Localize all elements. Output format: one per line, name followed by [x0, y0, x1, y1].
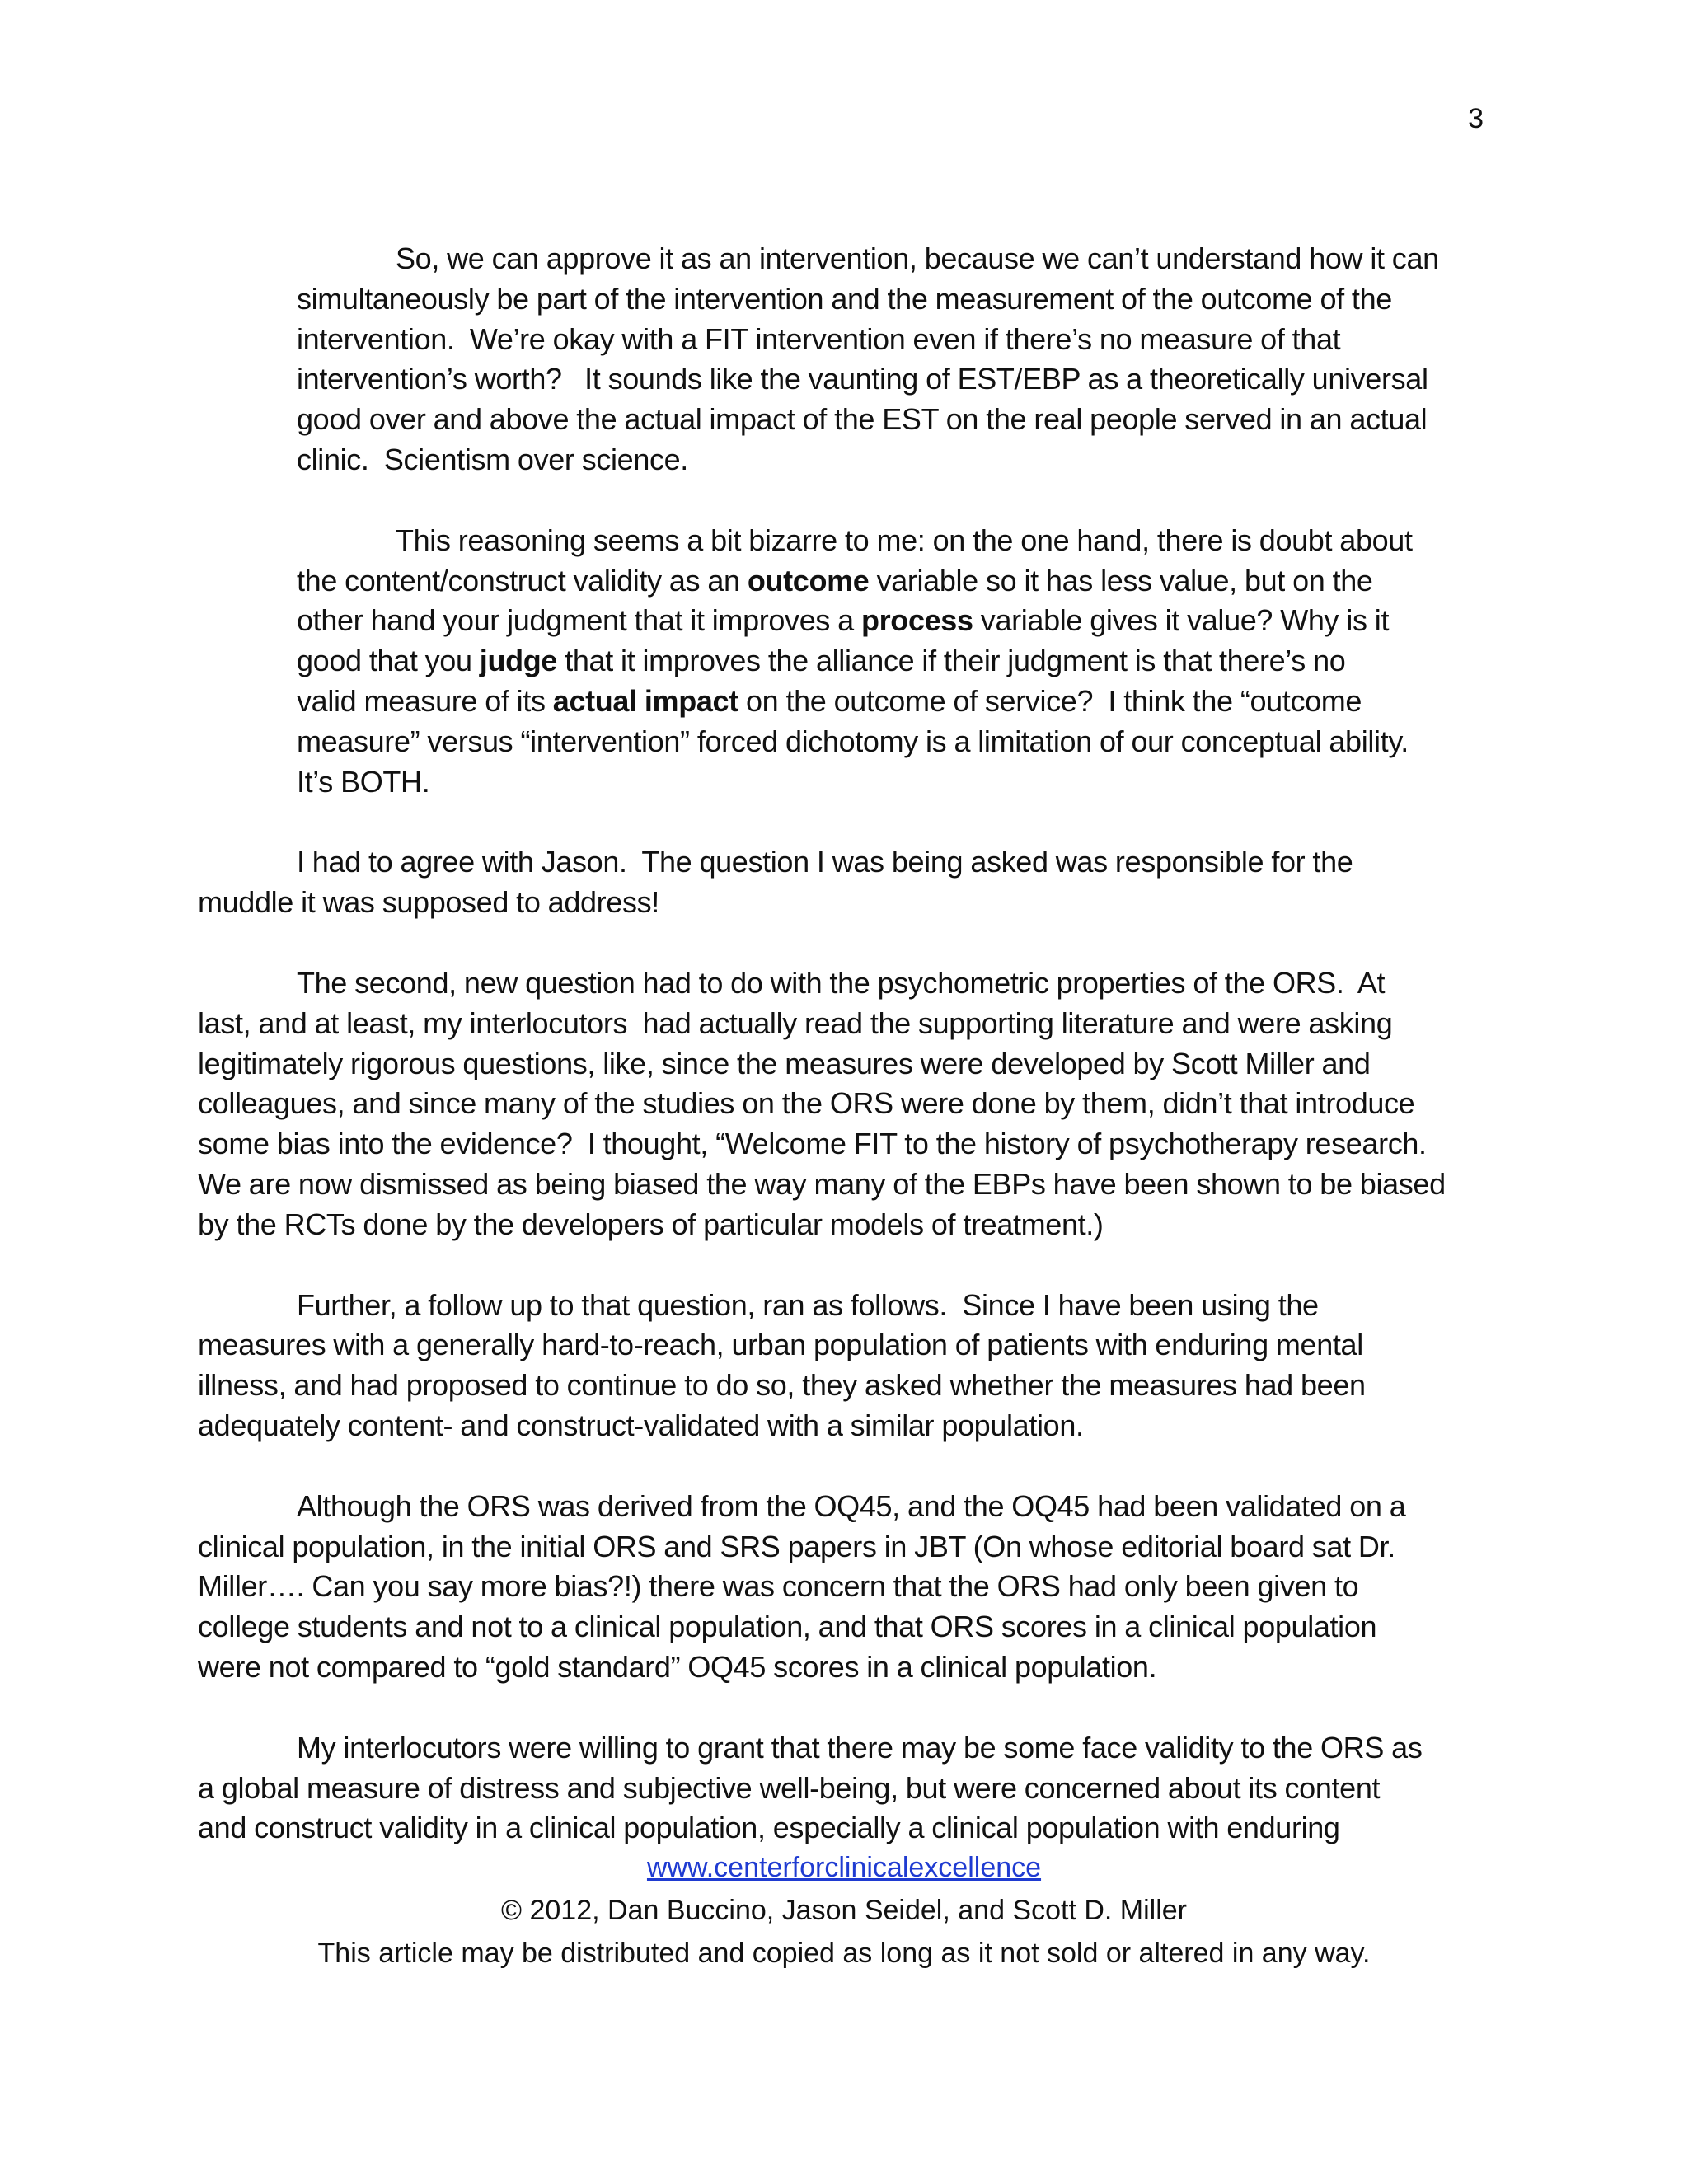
body-paragraph [198, 1487, 1488, 1688]
text-line [297, 440, 1488, 480]
text-line [198, 1527, 1488, 1568]
bold-emphasis: judge [479, 644, 558, 678]
body-paragraph [198, 1286, 1488, 1446]
text-run: Further, a follow up to that question, ran as follows. Since I have been using the [297, 1287, 1319, 1322]
text-run: muddle it was supposed to address! [198, 885, 659, 920]
text-run: measures with a generally hard-to-reach, urban population of patients with enduring mental [198, 1328, 1363, 1362]
text-line [198, 1406, 1488, 1446]
text-line [297, 762, 1488, 803]
text-run: illness, and had proposed to continue to do so, they asked whether the measures had been [198, 1368, 1366, 1403]
text-line [198, 842, 1488, 883]
text-line [198, 1084, 1488, 1124]
text-run: other hand your judgment that it improves a [297, 603, 861, 638]
text-run: by the RCTs done by the developers of particular models of treatment.) [198, 1207, 1104, 1241]
text-run: good that you [297, 644, 480, 678]
bold-emphasis: actual impact [552, 683, 738, 718]
text-run: last, and at least, my interlocutors had actually read the supporting literature and were asking [198, 1005, 1393, 1040]
text-line [297, 400, 1488, 440]
text-line [198, 1205, 1488, 1245]
bold-emphasis: process [861, 603, 973, 638]
text-run: Miller…. Can you say more bias?!) there was concern that the ORS had only been given to [198, 1569, 1359, 1604]
body-paragraph [198, 1728, 1488, 1849]
text-line [297, 561, 1488, 602]
text-line [297, 521, 1488, 561]
text-run: So, we can approve it as an intervention, because we can’t understand how it can [396, 241, 1439, 275]
text-line [297, 279, 1488, 320]
text-line [198, 1647, 1488, 1688]
text-run: some bias into the evidence? I thought, “Welcome FIT to the history of psychotherapy research. [198, 1127, 1427, 1161]
text-run: My interlocutors were willing to grant that there may be some face validity to the ORS as [297, 1730, 1423, 1765]
text-run: variable so it has less value, but on the [869, 563, 1373, 598]
text-run: I had to agree with Jason. The question I was being asked was responsible for the [297, 845, 1353, 879]
text-line [297, 239, 1488, 279]
body-paragraph [198, 963, 1488, 1245]
block-quote-paragraph [297, 521, 1488, 803]
text-run: legitimately rigorous questions, like, since the measures were developed by Scott Miller and [198, 1046, 1371, 1080]
article-body [198, 239, 1488, 1889]
distribution-notice: This article may be distributed and copied as long as it not sold or altered in any way. [317, 1938, 1371, 1969]
text-line [297, 641, 1488, 682]
page-number: 3 [1468, 103, 1484, 134]
text-line [198, 1286, 1488, 1326]
text-line [198, 1567, 1488, 1607]
text-run: It’s BOTH. [297, 764, 430, 799]
page-footer [0, 1846, 1688, 1975]
text-line [297, 682, 1488, 722]
text-line [297, 320, 1488, 360]
text-line [198, 1769, 1488, 1809]
text-run: intervention’s worth? It sounds like the vaunting of EST/EBP as a theoretically universal [297, 362, 1428, 396]
text-run: that it improves the alliance if their judgment is that there’s no [557, 644, 1346, 678]
text-line [198, 883, 1488, 923]
text-run: colleagues, and since many of the studies on the ORS were done by them, didn’t that introduce [198, 1086, 1415, 1121]
text-run: the content/construct validity as an [297, 563, 748, 598]
text-line [198, 1728, 1488, 1769]
text-run: valid measure of its [297, 683, 553, 718]
text-run: clinic. Scientism over science. [297, 442, 688, 476]
text-line [297, 359, 1488, 400]
text-run: good over and above the actual impact of the EST on the real people served in an actual [297, 402, 1428, 437]
text-line [198, 1487, 1488, 1527]
text-line [297, 722, 1488, 762]
text-line [198, 1044, 1488, 1085]
bold-emphasis: outcome [747, 563, 870, 598]
text-run: a global measure of distress and subjective well-being, but were concerned about its content [198, 1770, 1381, 1805]
text-run: and construct validity in a clinical population, especially a clinical population with enduring [198, 1811, 1340, 1845]
text-run: We are now dismissed as being biased the way many of the EBPs have been shown to be biased [198, 1166, 1446, 1201]
text-run: on the outcome of service? I think the “outcome [738, 683, 1362, 718]
text-run: clinical population, in the initial ORS and SRS papers in JBT (On whose editorial board sat Dr. [198, 1529, 1395, 1563]
text-run: college students and not to a clinical population, and that ORS scores in a clinical population [198, 1610, 1377, 1644]
copyright-line: © 2012, Dan Buccino, Jason Seidel, and Scott D. Miller [500, 1895, 1188, 1926]
text-run: simultaneously be part of the intervention and the measurement of the outcome of the [297, 281, 1392, 316]
text-line [198, 963, 1488, 1004]
text-line [198, 1124, 1488, 1165]
text-run: variable gives it value? Why is it [973, 603, 1390, 638]
text-line [198, 1165, 1488, 1205]
text-line [198, 1325, 1488, 1366]
text-run: adequately content- and construct-validated with a similar population. [198, 1408, 1084, 1442]
text-line [198, 1607, 1488, 1647]
text-line [198, 1366, 1488, 1406]
block-quote-paragraph [297, 239, 1488, 480]
body-paragraph [198, 842, 1488, 923]
text-run: intervention. We’re okay with a FIT intervention even if there’s no measure of that [297, 321, 1341, 356]
text-run: The second, new question had to do with the psychometric properties of the ORS. At [297, 965, 1386, 1000]
text-line [198, 1808, 1488, 1849]
text-line [297, 601, 1488, 641]
text-run: This reasoning seems a bit bizarre to me: on the one hand, there is doubt about [396, 523, 1413, 557]
website-link[interactable]: www.centerforclinicalexcellence [646, 1852, 1042, 1883]
text-run: were not compared to “gold standard” OQ45 scores in a clinical population. [198, 1649, 1157, 1684]
text-line [198, 1004, 1488, 1044]
text-run: Although the ORS was derived from the OQ45, and the OQ45 had been validated on a [297, 1488, 1406, 1523]
text-run: measure” versus “intervention” forced dichotomy is a limitation of our conceptual ability. [297, 724, 1409, 758]
